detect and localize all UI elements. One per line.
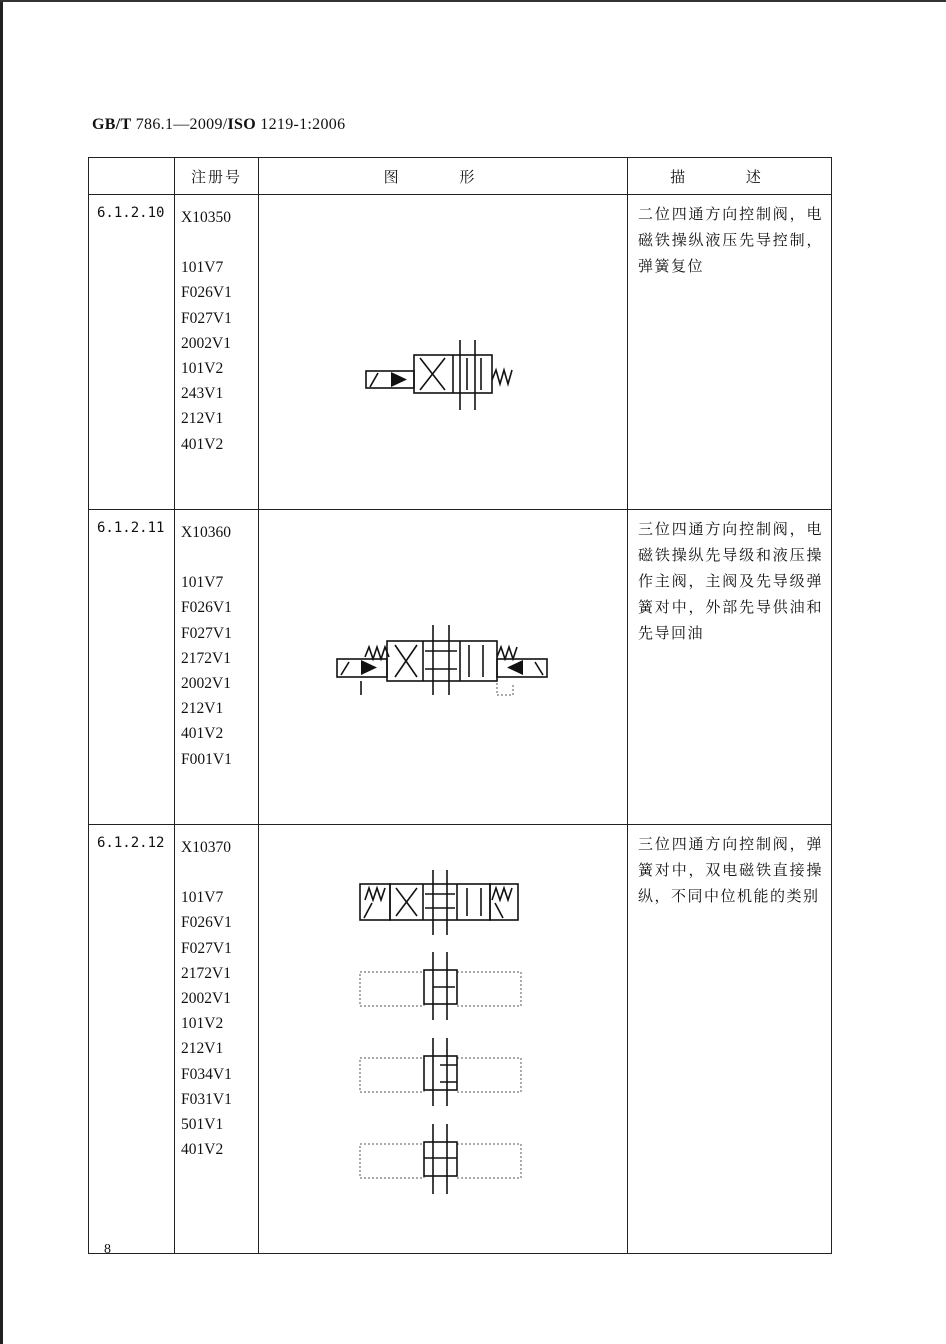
col-id-header bbox=[89, 158, 175, 195]
table-row bbox=[89, 195, 832, 510]
page-number: 8 bbox=[104, 1242, 111, 1257]
registration-code: X10370 bbox=[181, 839, 231, 856]
registration-code: 101V2 bbox=[181, 360, 224, 378]
registration-code: F001V1 bbox=[181, 750, 232, 768]
symbol-figure bbox=[259, 825, 628, 1254]
header-iso: ISO bbox=[227, 116, 256, 133]
standard-header bbox=[92, 116, 345, 134]
valve-symbol-3pos-4way-solenoid-variants bbox=[259, 825, 627, 1249]
table-header-row bbox=[89, 158, 832, 195]
registration-list bbox=[175, 825, 259, 1254]
registration-code: F026V1 bbox=[181, 599, 232, 617]
registration-code: F027V1 bbox=[181, 939, 232, 957]
table-row bbox=[89, 825, 832, 1254]
symbol-table bbox=[88, 157, 832, 1254]
valve-symbol-variant-2 bbox=[360, 1038, 521, 1106]
registration-code: F026V1 bbox=[181, 284, 232, 302]
header-number: 786.1—2009/ bbox=[135, 116, 228, 133]
symbol-figure bbox=[259, 510, 628, 825]
header-code: GB/T bbox=[92, 116, 132, 133]
registration-code: 401V2 bbox=[181, 1141, 224, 1159]
header-iso-number: 1219-1:2006 bbox=[260, 116, 346, 133]
registration-code: 2002V1 bbox=[181, 675, 231, 693]
registration-code: 101V7 bbox=[181, 574, 224, 592]
registration-code: 101V2 bbox=[181, 1015, 224, 1033]
row-description: 二位四通方向控制阀，电磁铁操纵液压先导控制，弹簧复位 bbox=[628, 195, 832, 510]
row-description: 三位四通方向控制阀，电磁铁操纵先导级和液压操作主阀，主阀及先导级弹簧对中，外部先导供油和先导回油 bbox=[628, 510, 832, 825]
col-description-header: 描 述 bbox=[628, 158, 832, 195]
valve-symbol-variant-1 bbox=[360, 952, 521, 1020]
registration-code: F034V1 bbox=[181, 1065, 232, 1083]
registration-code: 2002V1 bbox=[181, 990, 231, 1008]
registration-list bbox=[175, 195, 259, 510]
registration-code: 401V2 bbox=[181, 435, 224, 453]
col-registration-header: 注册号 bbox=[175, 158, 259, 195]
registration-code: 2172V1 bbox=[181, 649, 231, 667]
registration-code: F026V1 bbox=[181, 914, 232, 932]
registration-code: F031V1 bbox=[181, 1090, 232, 1108]
registration-list bbox=[175, 510, 259, 825]
row-id: 6.1.2.12 bbox=[89, 825, 175, 1254]
row-id: 6.1.2.10 bbox=[89, 195, 175, 510]
valve-symbol-main bbox=[360, 870, 518, 935]
registration-code: F027V1 bbox=[181, 309, 232, 327]
valve-symbol-variant-3 bbox=[360, 1124, 521, 1194]
table-row bbox=[89, 510, 832, 825]
symbol-figure bbox=[259, 195, 628, 510]
page-top-edge bbox=[0, 0, 946, 2]
col-figure-header: 图 形 bbox=[259, 158, 628, 195]
row-id: 6.1.2.11 bbox=[89, 510, 175, 825]
registration-code: 2002V1 bbox=[181, 334, 231, 352]
valve-symbol-3pos-4way-pilot bbox=[259, 510, 627, 820]
registration-code: X10360 bbox=[181, 524, 231, 541]
registration-code: F027V1 bbox=[181, 624, 232, 642]
registration-code: 2172V1 bbox=[181, 964, 231, 982]
registration-code: 101V7 bbox=[181, 259, 224, 277]
registration-code: 501V1 bbox=[181, 1116, 224, 1134]
registration-code: 212V1 bbox=[181, 1040, 224, 1058]
registration-code: 243V1 bbox=[181, 385, 224, 403]
row-description: 三位四通方向控制阀，弹簧对中，双电磁铁直接操纵，不同中位机能的类别 bbox=[628, 825, 832, 1254]
registration-code: 401V2 bbox=[181, 725, 224, 743]
registration-code: X10350 bbox=[181, 209, 231, 226]
page-edge bbox=[0, 0, 3, 1344]
valve-symbol-2pos-4way-pilot bbox=[259, 195, 627, 505]
registration-code: 212V1 bbox=[181, 700, 224, 718]
registration-code: 212V1 bbox=[181, 410, 224, 428]
registration-code: 101V7 bbox=[181, 889, 224, 907]
